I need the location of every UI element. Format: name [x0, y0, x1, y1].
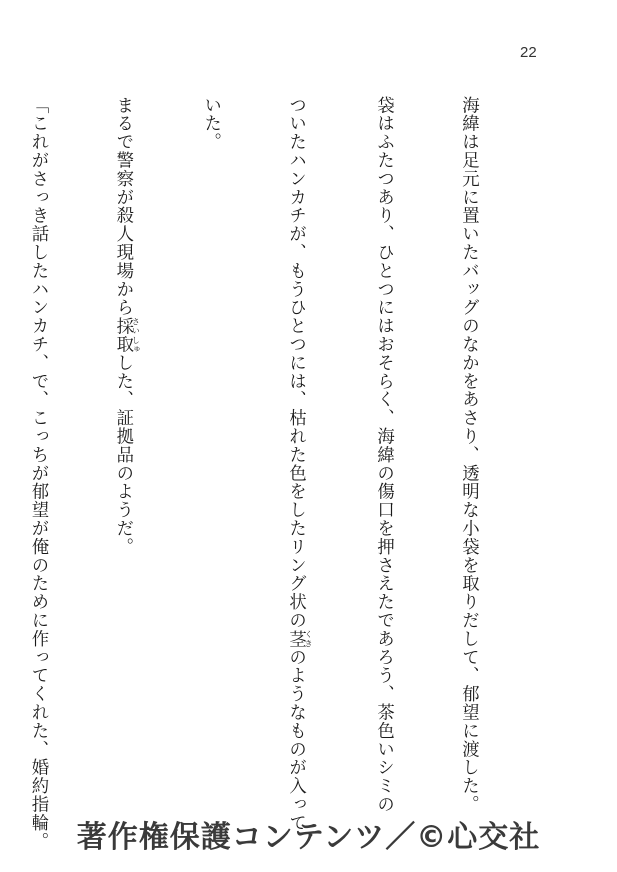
page-number: 22: [520, 44, 537, 61]
ruby-annotation: 茎くき: [285, 629, 314, 649]
copyright-footer: 著作権保護コンテンツ／©心交社: [76, 820, 541, 855]
ruby-reading: くき: [304, 629, 314, 648]
text-line-5: まるで警察が殺人現場から採取さいしゅした、証拠品のようだ。: [112, 96, 141, 557]
text-line-3: ついたハンカチが、もうひとつには、枯れた色をしたリング状の茎くきのようなものが入って: [285, 96, 314, 833]
ruby-annotation: 採取さいしゅ: [112, 316, 141, 354]
text-line-6: 「これがさっき話したハンカチ、で、こっちが郁望が俺のために作ってくれた、婚約指輪。: [27, 96, 48, 851]
text-line-2: 袋はふたつあり、ひとつにはおそらく、海緯の傷口を押さえたであろう、茶色いシミの: [373, 96, 394, 814]
text-line-4: いた。: [200, 96, 221, 152]
text-line-1: 海緯は足元に置いたバッグのなかをあさり、透明な小袋を取りだして、郁望に渡した。: [458, 96, 479, 814]
ruby-reading: さいしゅ: [131, 316, 141, 354]
